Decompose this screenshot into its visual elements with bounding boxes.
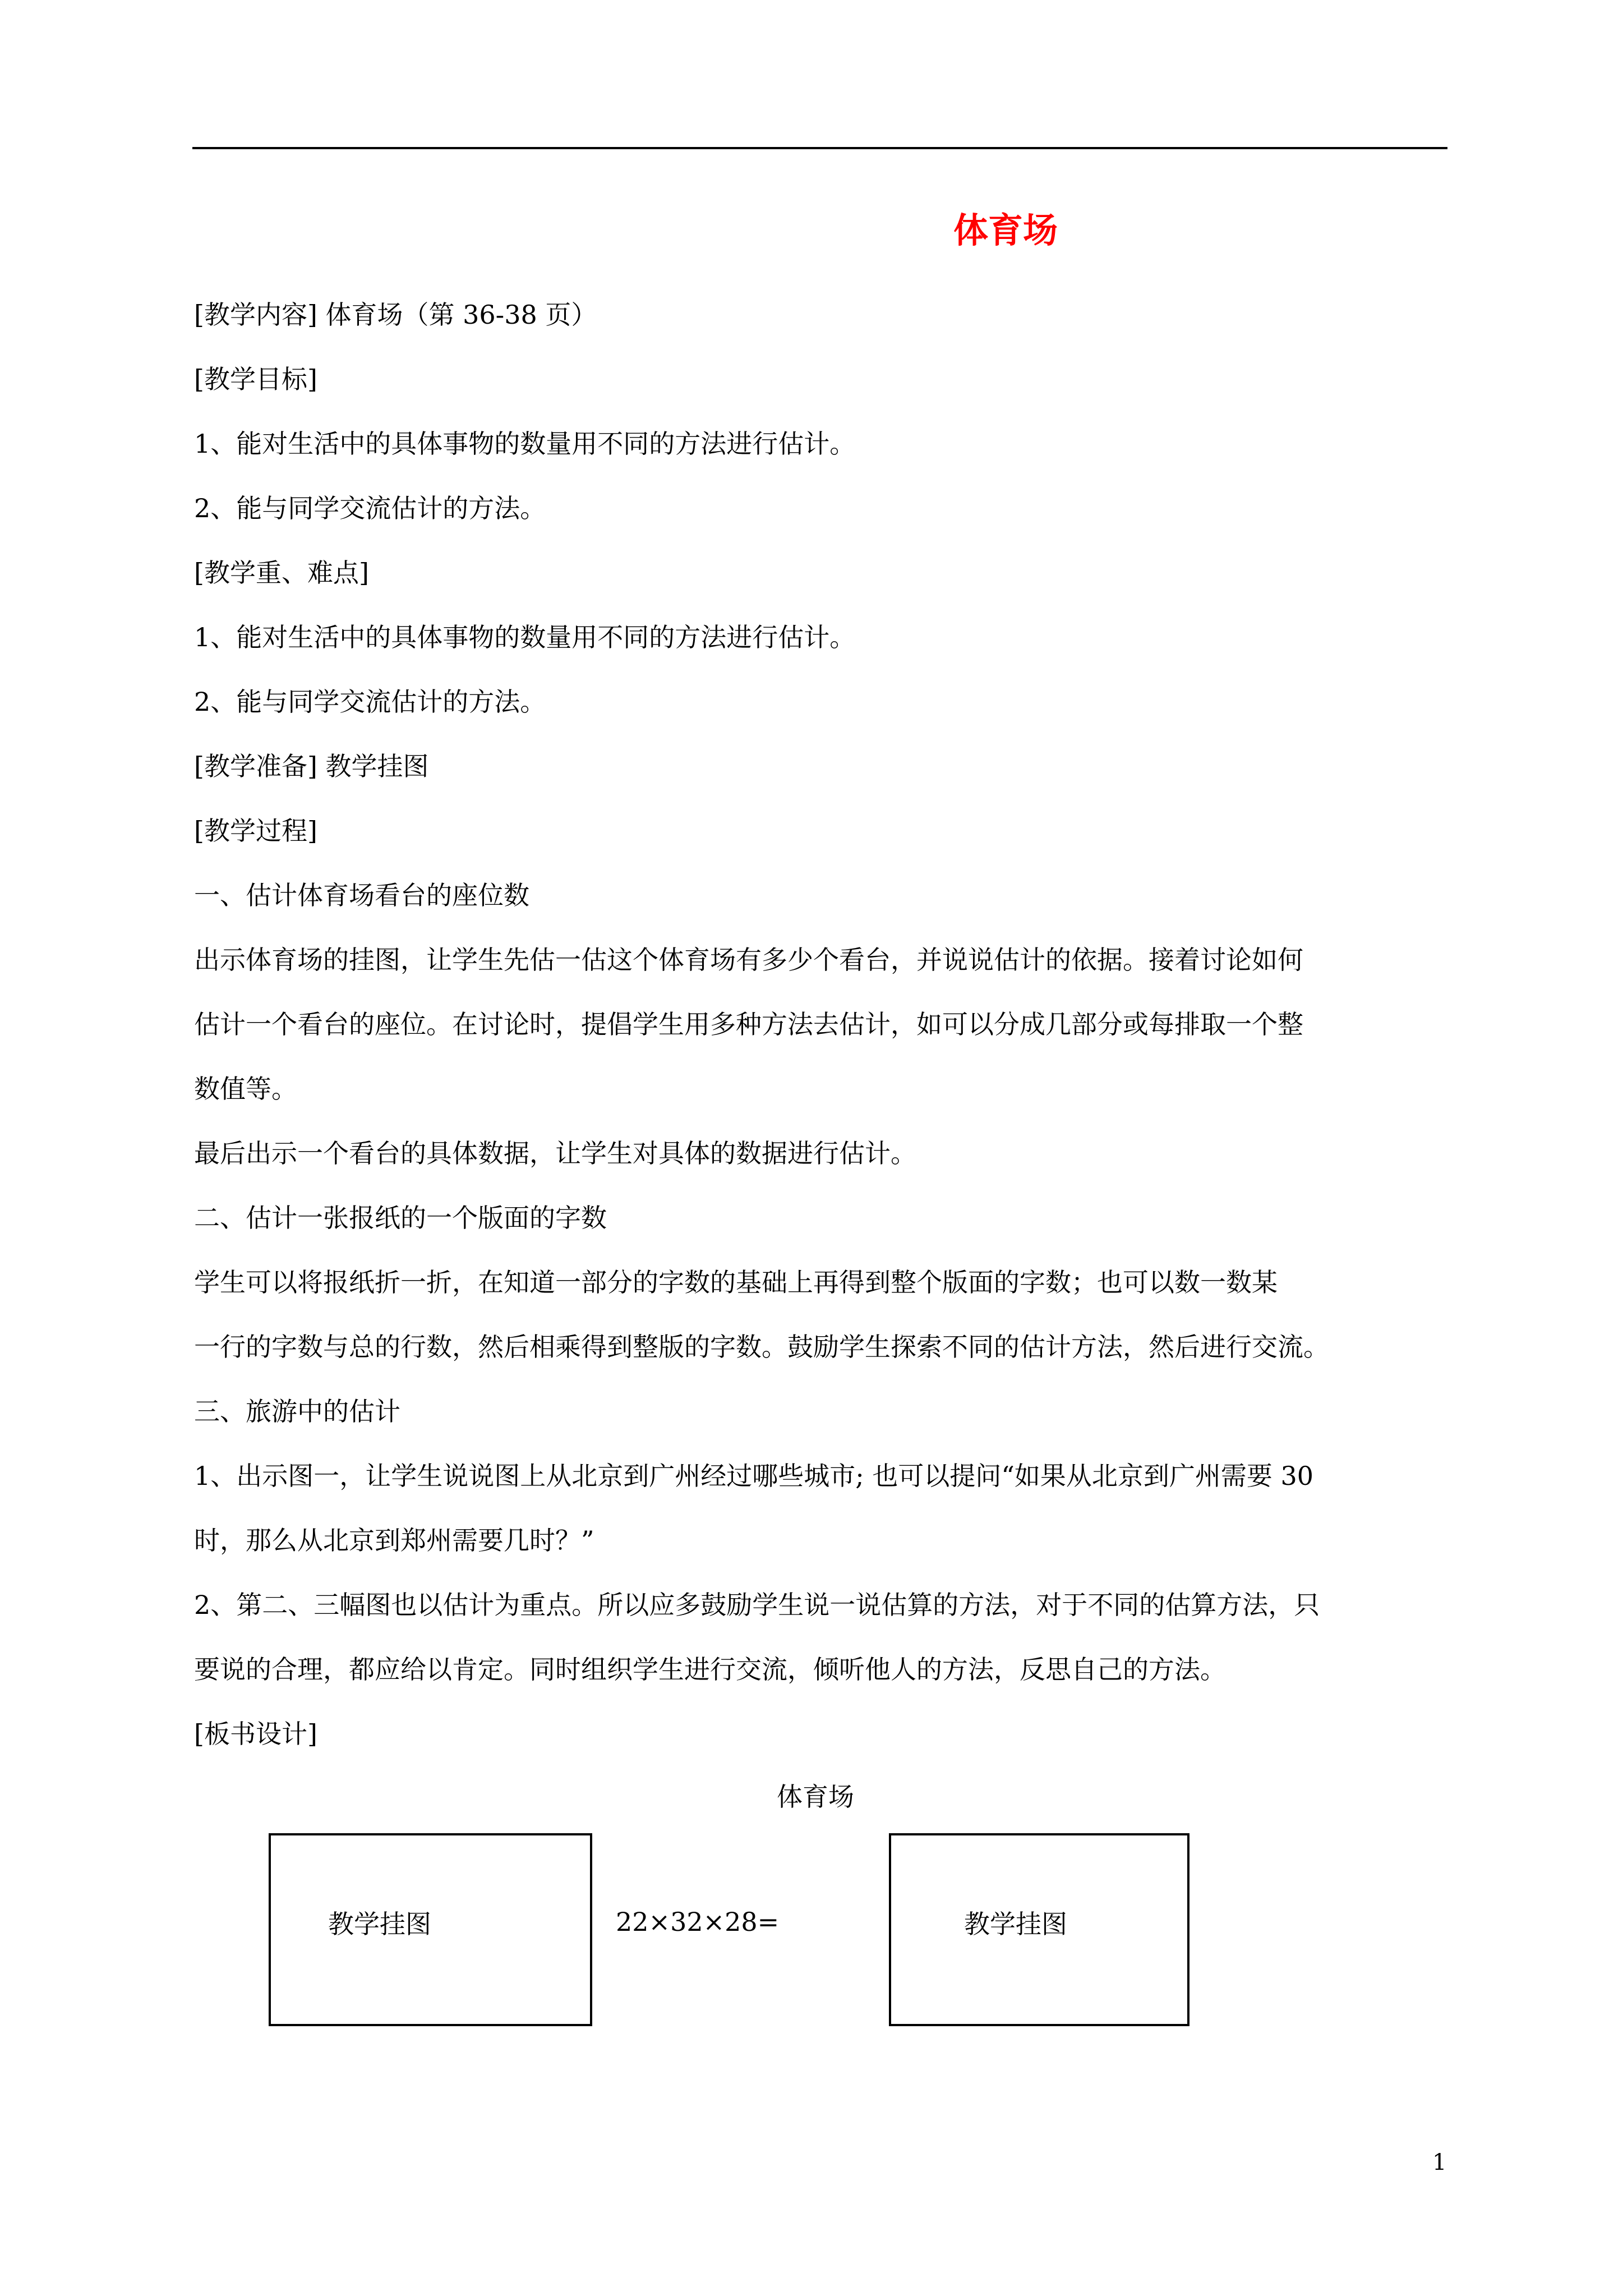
board-right-box-label: 教学挂图 [964, 1909, 1067, 1939]
text-line: [教学过程] [194, 816, 317, 846]
board-right-box [889, 1833, 1189, 2026]
header-rule [192, 147, 1447, 149]
text-line: 估计一个看台的座位。在讨论时，提倡学生用多种方法去估计，如可以分成几部分或每排取一个整 [194, 1009, 1303, 1039]
text-line: [教学重、难点] [194, 558, 369, 588]
text-line: 2、能与同学交流估计的方法。 [194, 493, 546, 523]
text-line: 1、出示图一，让学生说说图上从北京到广州经过哪些城市; 也可以提问“如果从北京到广州需要 30 [194, 1461, 1314, 1491]
text-line: 2、第二、三幅图也以估计为重点。所以应多鼓励学生说一说估算的方法，对于不同的估算方法，只 [194, 1590, 1320, 1620]
text-line: 最后出示一个看台的具体数据，让学生对具体的数据进行估计。 [194, 1138, 916, 1168]
text-line: [教学内容] 体育场（第 36-38 页） [194, 300, 597, 330]
document-title: 体育场 [953, 210, 1058, 251]
text-line: 一行的字数与总的行数，然后相乘得到整版的字数。鼓励学生探索不同的估计方法，然后进行交流。 [194, 1332, 1329, 1362]
text-line: [板书设计] [194, 1719, 317, 1749]
text-line: [教学目标] [194, 364, 317, 394]
text-line: 三、旅游中的估计 [194, 1396, 400, 1427]
text-line: 1、能对生活中的具体事物的数量用不同的方法进行估计。 [194, 429, 856, 459]
text-line: [教学准备] 教学挂图 [194, 751, 429, 781]
text-line: 二、估计一张报纸的一个版面的字数 [194, 1203, 607, 1233]
text-line: 时，那么从北京到郑州需要几时？” [194, 1525, 594, 1556]
text-line: 1、能对生活中的具体事物的数量用不同的方法进行估计。 [194, 622, 856, 652]
text-line: 学生可以将报纸折一折，在知道一部分的字数的基础上再得到整个版面的字数；也可以数一数某 [194, 1267, 1278, 1297]
text-line: 出示体育场的挂图，让学生先估一估这个体育场有多少个看台，并说说估计的依据。接着讨论如何 [194, 945, 1303, 975]
board-left-box [269, 1833, 592, 2026]
board-formula: 22×32×28= [616, 1907, 780, 1937]
text-line: 要说的合理，都应给以肯定。同时组织学生进行交流，倾听他人的方法，反思自己的方法。 [194, 1654, 1226, 1685]
text-line: 2、能与同学交流估计的方法。 [194, 687, 546, 717]
board-left-box-label: 教学挂图 [328, 1909, 431, 1939]
text-line: 一、估计体育场看台的座位数 [194, 880, 529, 910]
board-caption: 体育场 [777, 1782, 854, 1812]
text-line: 数值等。 [194, 1074, 297, 1104]
page-number: 1 [1432, 2150, 1447, 2175]
